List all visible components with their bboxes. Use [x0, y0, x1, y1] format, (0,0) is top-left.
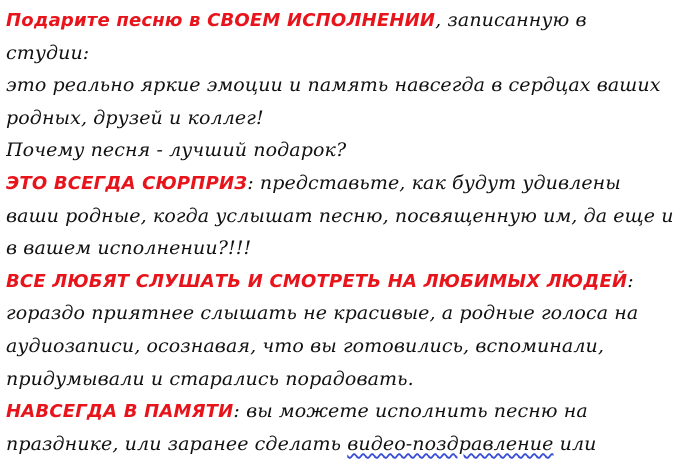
body-text: , записанную в	[435, 9, 587, 31]
highlight-phrase: ВСЕ ЛЮБЯТ СЛУШАТЬ И СМОТРЕТЬ НА ЛЮБИМЫХ ЛЮДЕЙ	[6, 270, 628, 292]
video-greeting-link[interactable]: видео-поздравление	[347, 432, 554, 455]
line-3	[6, 69, 682, 102]
line-12	[6, 363, 682, 396]
highlight-phrase: Подарите песню в СВОЕМ ИСПОЛНЕНИИ	[6, 10, 436, 31]
body-text: Почему песня - лучший подарок?	[6, 139, 347, 162]
body-text: в вашем исполнении?!!!	[6, 237, 252, 260]
body-text: это реально яркие эмоции и память навсегда в сердцах ваших	[6, 74, 661, 97]
body-text: или	[553, 432, 597, 455]
line-2	[6, 37, 682, 70]
body-text: празднике, или заранее сделать	[6, 432, 348, 455]
line-8	[6, 232, 682, 265]
line-7	[6, 200, 682, 233]
body-text: аудиозаписи, осознавая, что вы готовились, вспоминали,	[6, 334, 605, 357]
body-text: родных, друзей и коллег!	[6, 106, 264, 129]
line-13	[6, 395, 682, 428]
line-11	[6, 330, 682, 363]
highlight-phrase: НАВСЕГДА В ПАМЯТИ	[6, 401, 234, 423]
line-6	[6, 167, 682, 200]
line-9	[6, 265, 682, 298]
line-1	[6, 4, 682, 37]
body-text: студии:	[6, 41, 90, 64]
line-5	[6, 134, 682, 167]
highlight-phrase: ЭТО ВСЕГДА СЮРПРИЗ	[6, 172, 248, 194]
line-14	[6, 428, 682, 461]
body-text: гораздо приятнее слышать не красивые, а родные голоса на	[6, 302, 639, 325]
document-body	[6, 0, 682, 460]
body-text: : представьте, как будут удивлены	[247, 171, 621, 194]
body-text: ваши родные, когда услышат песню, посвященную им, да еще и	[6, 204, 674, 227]
body-text: :	[627, 269, 634, 292]
body-text: придумывали и старались порадовать.	[6, 367, 414, 390]
line-4	[6, 102, 682, 135]
line-10	[6, 297, 682, 330]
body-text: : вы можете исполнить песню на	[233, 400, 588, 423]
